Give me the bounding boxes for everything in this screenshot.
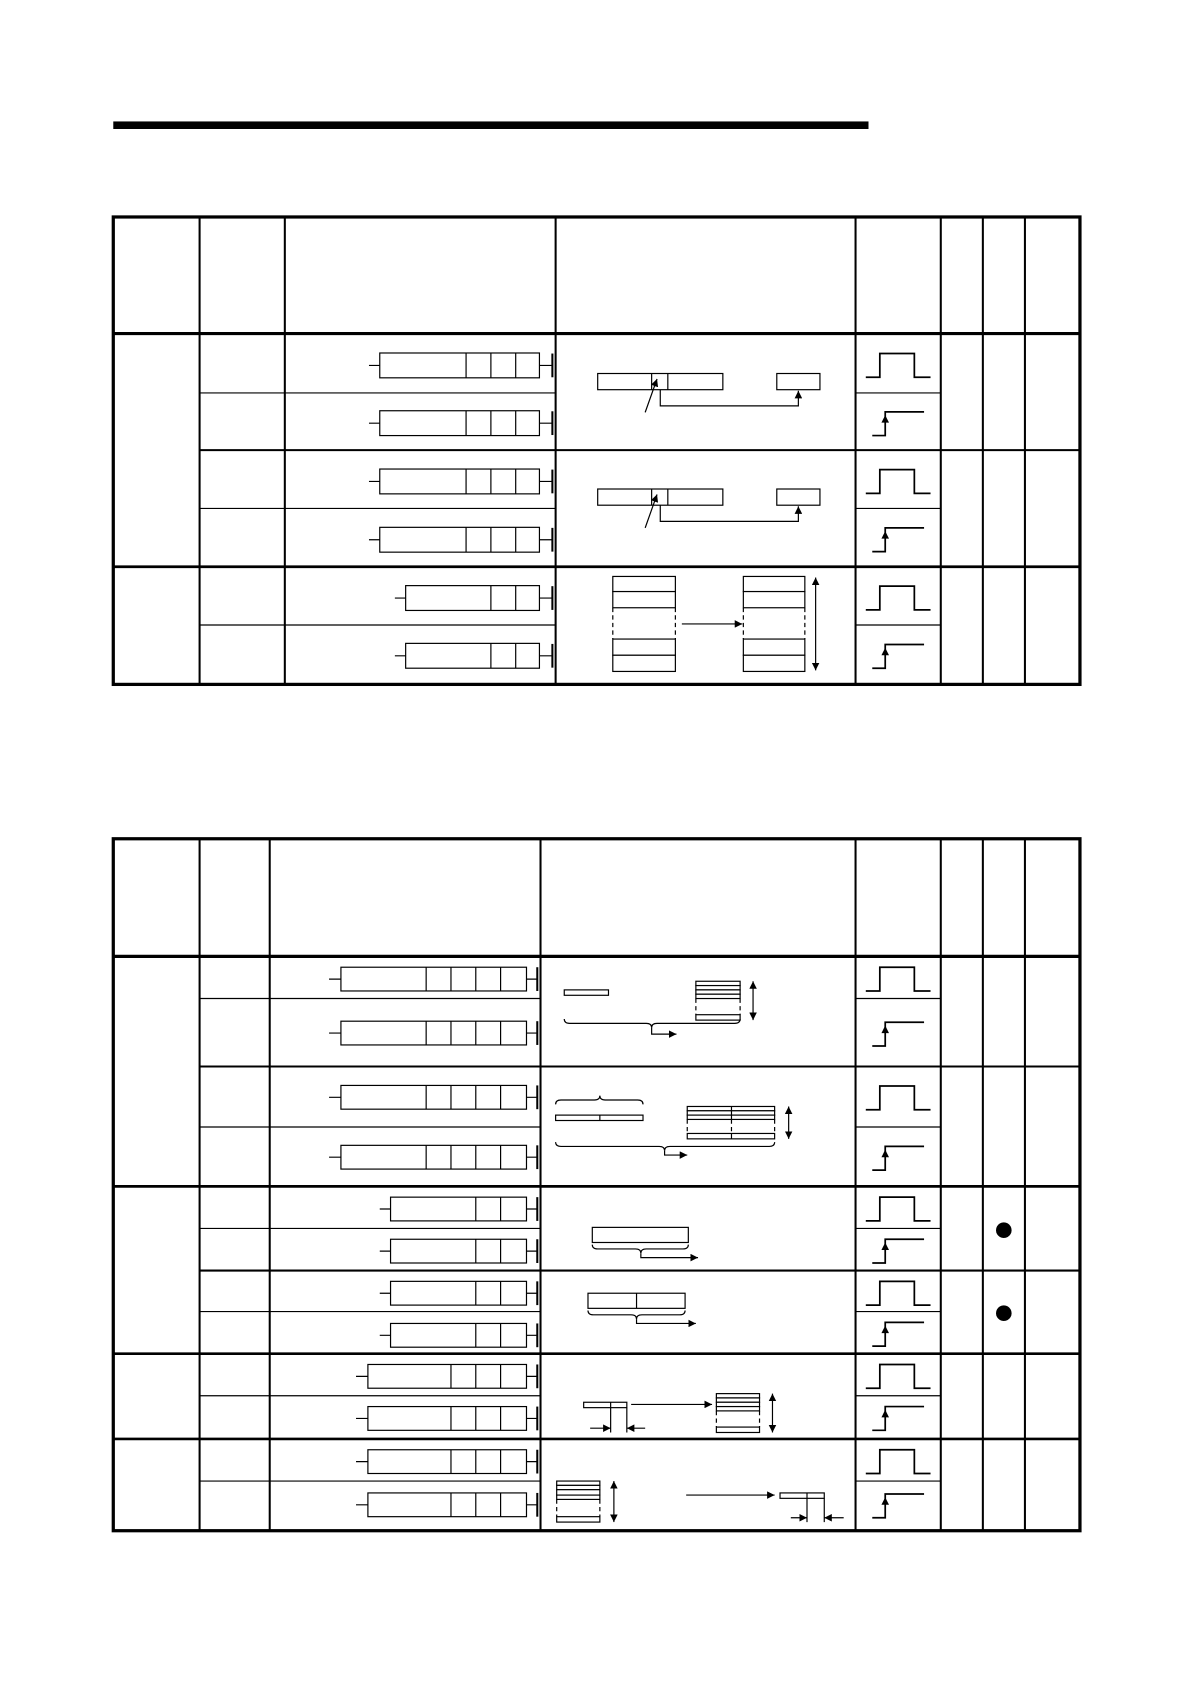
source-word (564, 990, 608, 995)
pulse-icon (866, 967, 931, 991)
source-word (584, 1402, 627, 1407)
destination-block (696, 1015, 740, 1020)
rising-edge-icon (872, 1494, 924, 1518)
brace (588, 1310, 685, 1319)
source-block (557, 1485, 600, 1489)
rising-edge-icon (872, 1239, 924, 1263)
destination-block-gap (687, 1119, 774, 1133)
fill-block-double-diagram (556, 1096, 789, 1155)
destination-block-gap (743, 608, 804, 639)
destination-block (716, 1402, 759, 1406)
destination-block (696, 981, 740, 985)
double-word-operation-diagram (588, 1293, 696, 1323)
pulse-icon (866, 1450, 931, 1474)
ladder-instruction-box (329, 1145, 537, 1169)
source-block (613, 639, 676, 655)
result-arrow (652, 1028, 677, 1034)
brace (556, 1142, 775, 1151)
rising-edge-icon (872, 412, 924, 436)
result-arrow (637, 1319, 696, 1323)
destination-block (716, 1394, 759, 1398)
instruction-table-1 (113, 217, 1080, 684)
block-transfer-diagram (613, 576, 816, 671)
destination-block (743, 655, 804, 671)
source-block (557, 1517, 600, 1522)
ladder-instruction-box (380, 1281, 538, 1305)
rising-edge-icon (872, 1407, 924, 1431)
pulse-icon (866, 470, 931, 494)
source-block-gap (613, 608, 676, 639)
source-block (557, 1495, 600, 1499)
result-arrow (641, 1253, 698, 1257)
destination-block (696, 986, 740, 990)
pulse-icon (866, 586, 931, 610)
ladder-instruction-box (369, 411, 552, 436)
ladder-instruction-box (395, 586, 553, 611)
table-grid (113, 839, 1080, 1531)
destination-word (780, 1493, 824, 1498)
source-block-gap (557, 1499, 600, 1516)
filled-circle-mark: ● (994, 1216, 1013, 1241)
distribute-diagram (584, 1394, 773, 1433)
destination-block (743, 576, 804, 591)
word-operation-diagram (592, 1227, 698, 1257)
ladder-instruction-box (380, 1323, 538, 1347)
brace (556, 1096, 643, 1105)
destination-block (696, 990, 740, 994)
pulse-icon (866, 1086, 931, 1110)
execution-condition-icons (866, 354, 931, 669)
rising-edge-icon (872, 644, 924, 668)
pulse-icon (866, 1364, 931, 1388)
destination-block (743, 639, 804, 655)
fill-block-diagram (564, 981, 753, 1034)
pulse-icon (866, 1197, 931, 1221)
ladder-instruction-box (356, 1407, 537, 1431)
rising-edge-icon (872, 1022, 924, 1046)
instruction-table-2 (113, 839, 1080, 1531)
ladder-instruction-box (369, 527, 552, 552)
destination-block (716, 1407, 759, 1411)
pulse-icon (866, 354, 931, 378)
ladder-symbols (369, 353, 552, 668)
rising-edge-icon (872, 1146, 924, 1170)
processing-diagrams (598, 374, 820, 672)
ladder-instruction-box (329, 1085, 537, 1109)
execution-condition-icons (866, 967, 931, 1518)
destination-block-gap (696, 999, 740, 1015)
result-arrow (665, 1151, 688, 1155)
ladder-instruction-box (356, 1364, 537, 1388)
ladder-instruction-box (356, 1493, 537, 1517)
destination-block (743, 592, 804, 608)
width-guide (807, 1498, 824, 1522)
rising-edge-icon (872, 528, 924, 552)
filled-circle-mark: ● (994, 1299, 1013, 1324)
ladder-instruction-box (329, 1021, 537, 1045)
width-guide (611, 1408, 627, 1433)
ladder-instruction-box (380, 1239, 538, 1263)
destination-block (716, 1427, 759, 1432)
source-block (557, 1481, 600, 1485)
bit-move-diagram (598, 489, 820, 528)
source-block (613, 592, 676, 608)
ladder-symbols (329, 967, 537, 1516)
processing-diagrams (556, 981, 844, 1522)
unite-diagram (557, 1481, 844, 1522)
brace (592, 1245, 688, 1254)
rising-edge-icon (872, 1322, 924, 1346)
source-block (557, 1490, 600, 1495)
table-grid (113, 217, 1080, 684)
ladder-instruction-box (369, 353, 552, 378)
bit-move-diagram (598, 374, 820, 413)
ladder-instruction-box (380, 1197, 538, 1221)
destination-block-gap (716, 1411, 759, 1427)
ladder-instruction-box (356, 1450, 537, 1474)
ladder-instruction-box (395, 643, 553, 668)
source-block (613, 655, 676, 671)
table-border (113, 839, 1080, 1531)
ladder-instruction-box (369, 469, 552, 494)
pulse-icon (866, 1281, 931, 1305)
page-header-rule (113, 121, 868, 129)
source-block (613, 576, 676, 591)
destination-block (716, 1398, 759, 1402)
source-word (592, 1227, 688, 1242)
ladder-instruction-box (329, 967, 537, 991)
destination-block (696, 994, 740, 998)
